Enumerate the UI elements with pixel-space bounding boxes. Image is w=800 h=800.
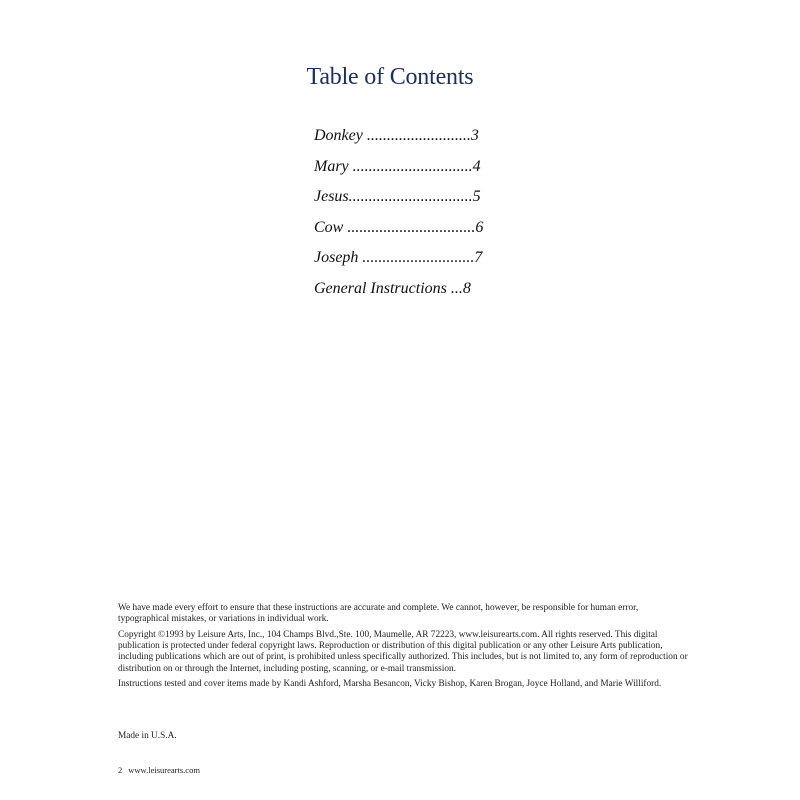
website-link[interactable]: www.leisurearts.com [128, 765, 200, 775]
toc-entry-cow[interactable]: Cow ................................6 [314, 218, 484, 236]
toc-entry-donkey[interactable]: Donkey ..........................3 [314, 127, 479, 144]
disclaimer-text: We have made every effort to ensure that these instructions are accurate and complete. We cannot, however, be responsible for human error, typographical mistakes, or variations in individual work. [118, 603, 639, 625]
legal-notice [118, 603, 688, 695]
toc-entry-jesus[interactable]: Jesus...............................5 [314, 188, 481, 205]
copyright-text: Copyright ©1993 by Leisure Arts, Inc., 104 Champs Blvd.,Ste. 100, Maumelle, AR 72223, www.leisurearts.com. All rights reserved. This digital publication is protected under federal copyright laws. Reproduction or distribution of this digital publication or any other Leisure Arts publication, including publications which are out of print, is prohibited unless specifically authorized. This includes, but is not limited to, any form of reproduction or distribution on or through the Internet, including posting, scanning, or e-mail transmission. [118, 629, 688, 674]
table-of-contents [314, 124, 484, 307]
toc-entry-joseph[interactable]: Joseph ............................7 [314, 249, 483, 266]
page-footer [118, 765, 200, 775]
toc-entry-general-instructions[interactable]: General Instructions ...8 [314, 279, 471, 297]
toc-entry-mary[interactable]: Mary ..............................4 [314, 157, 481, 175]
page-number: 2 [118, 765, 123, 775]
made-in-text: Made in U.S.A. [118, 731, 177, 741]
page-title: Table of Contents [306, 64, 474, 90]
credits-text: Instructions tested and cover items made by Kandi Ashford, Marsha Besancon, Vicky Bishop, Karen Brogan, Joyce Holland, and Marie Williford. [118, 679, 662, 690]
